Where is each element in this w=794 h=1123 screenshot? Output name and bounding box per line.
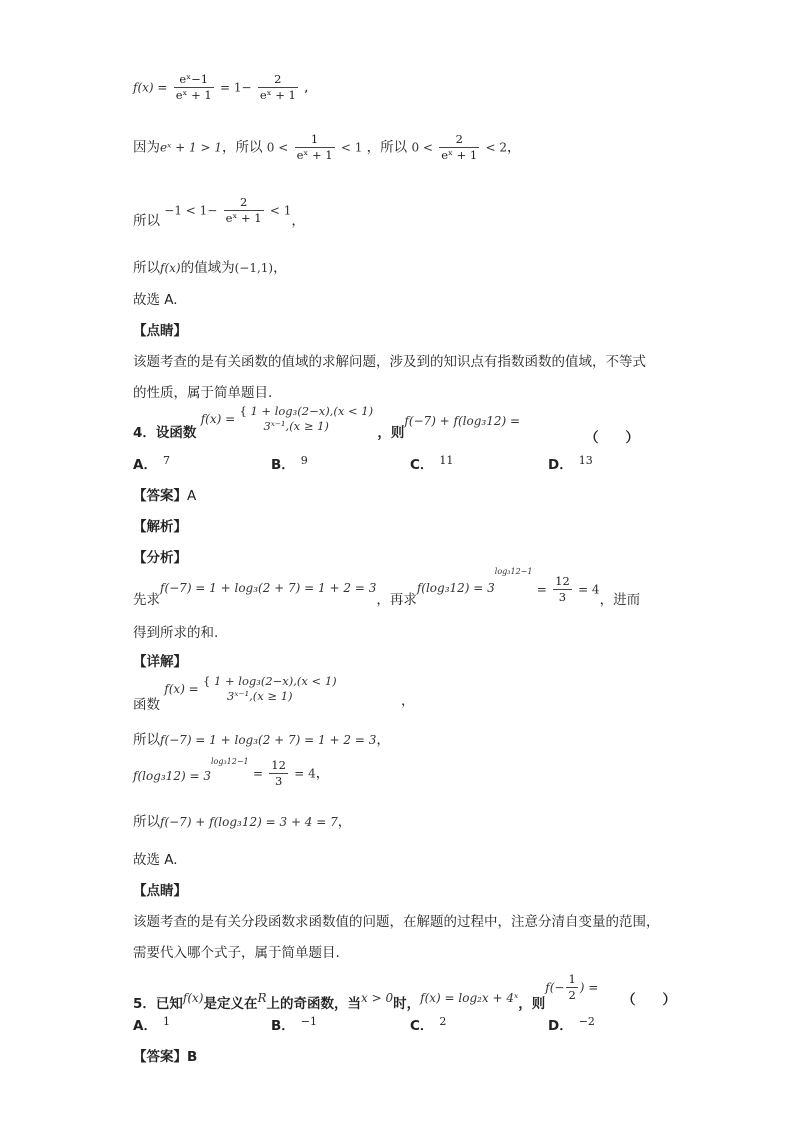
q4-option-d[interactable]: D． $^{13}$ [548, 453, 593, 473]
comment-line-1: 该题考查的是有关函数的值域的求解问题，涉及到的知识点有指数函数的值域，不等式 [133, 354, 646, 370]
text: 所以 [133, 814, 160, 830]
text: 时， [393, 995, 421, 1012]
math: f(x) [160, 261, 181, 275]
fraction: $\frac{2}{\text{eˣ + 1}}$ [225, 195, 262, 225]
analysis-line-2: 得到所求的和. [133, 625, 219, 641]
piecewise: { 1 + log₃(2−x),(x < 1) 3ˣ⁻¹,(x ≥ 1) [239, 404, 374, 433]
punct: ， [291, 212, 305, 229]
q4-option-b[interactable]: B． $^9$ [271, 453, 308, 473]
inequality-line-2 [133, 195, 305, 229]
piecewise: { 1 + log₃(2−x),(x < 1) 3ˣ⁻¹,(x ≥ 1) [203, 674, 337, 703]
comment2-line-1: 该题考查的是有关分段函数求函数值的问题，在解题的过程中，注意分清自变量的范围， [133, 914, 660, 930]
range-line [133, 256, 287, 276]
math: 0 < [411, 140, 433, 155]
fraction: $\frac{2}{\text{eˣ + 1}}$ [441, 132, 478, 162]
math: f(x) [182, 990, 204, 1005]
math: f(x) = [164, 682, 199, 696]
comment-line-2: 的性质，属于简单题目. [133, 385, 273, 401]
math: = 4 [578, 582, 600, 597]
answer-5: 【答案】B [133, 1049, 198, 1065]
math: x > 0 [361, 990, 394, 1005]
math: = [536, 582, 547, 597]
section-dianjing: 【点睛】 [133, 323, 187, 339]
text: 因为 [133, 139, 160, 156]
math: ) = [579, 980, 599, 995]
section-xiangjie: 【详解】 [133, 654, 187, 670]
question-number: 4．设函数 [133, 425, 197, 441]
text: 函数 [133, 697, 160, 713]
math: eˣ + 1 > 1 [160, 140, 222, 155]
math: f(−7) = 1 + log₃(2 + 7) = 1 + 2 = 3 [160, 580, 377, 595]
detail-step-3 [133, 810, 351, 830]
math: < 1 [269, 203, 292, 218]
text: ，再求 [376, 591, 417, 608]
choose-line: 故选 A. [133, 292, 178, 308]
text: 所以 [133, 260, 160, 276]
math: 0 < [266, 140, 289, 155]
text: ，所以 [222, 139, 263, 156]
punct: ， [337, 814, 352, 830]
fraction: $\frac{12}{3}$ [555, 574, 570, 604]
punct: , [304, 79, 309, 96]
math: f(−7) + f(log₃12) = [404, 414, 521, 428]
section-dianjing-2: 【点睛】 [133, 883, 187, 899]
math: f(−7) = 1 + log₃(2 + 7) = 1 + 2 = 3 [160, 733, 377, 747]
q5-option-b[interactable]: B． $^{-1}$ [271, 1014, 318, 1034]
detail-function [133, 674, 415, 713]
math: R [257, 990, 267, 1005]
section-fenxi: 【分析】 [133, 550, 187, 566]
text: ，所以 [366, 139, 408, 156]
fraction: $\frac{\text{eˣ−1}}{\text{eˣ + 1}}$ [175, 72, 212, 102]
text: 所以 [133, 732, 160, 748]
choose-line-2: 故选 A. [133, 852, 178, 868]
q5-paren: （ ） [622, 992, 676, 1008]
math: f(log₃12) = 3 [416, 580, 495, 595]
exponent: log₃12−1 [210, 757, 249, 766]
q5-option-d[interactable]: D． $^{-2}$ [548, 1014, 595, 1034]
math: f(x) = [133, 80, 168, 95]
section-jiexi: 【解析】 [133, 519, 187, 535]
punct: ， [315, 765, 330, 782]
math: < 1 [340, 140, 363, 155]
punct: ， [400, 693, 415, 709]
text: ，则 [377, 425, 405, 441]
math: f(log₃12) = 3 [133, 768, 211, 783]
detail-step-2 [133, 758, 329, 789]
answer-4: 【答案】A [133, 488, 197, 504]
text: 的值域为 [180, 260, 235, 276]
detail-step-1 [133, 728, 390, 748]
math: = 4 [294, 766, 316, 781]
math: < 2 [485, 140, 508, 155]
fraction: $\frac{1}{\text{eˣ + 1}}$ [296, 132, 333, 162]
math: f(x) = log₂x + 4ˣ [420, 990, 519, 1005]
exponent: log₃12−1 [494, 567, 533, 576]
math: −1 < 1− [164, 203, 218, 218]
question-4 [133, 404, 521, 441]
question-5 [133, 972, 599, 1012]
text: ，则 [518, 995, 546, 1012]
math: = 1− [220, 80, 252, 95]
eq-fx-rewrite [133, 72, 308, 103]
text: ，进而 [599, 591, 641, 608]
math: = [252, 766, 263, 781]
punct: ， [376, 732, 390, 748]
text: 上的奇函数，当 [266, 995, 362, 1012]
text: 先求 [133, 591, 160, 608]
text: 所以 [133, 212, 160, 229]
q5-option-c[interactable]: C． $^2$ [410, 1014, 447, 1034]
inequality-line [133, 132, 521, 163]
comment2-line-2: 需要代入哪个式子，属于简单题目. [133, 945, 340, 961]
text: 5．已知 [133, 995, 183, 1012]
math: f(−7) + f(log₃12) = 3 + 4 = 7 [160, 815, 338, 829]
math: f(x) = [200, 412, 236, 426]
q4-paren: （ ） [585, 430, 639, 446]
analysis-line-1 [133, 567, 641, 608]
q5-option-a[interactable]: A． $^1$ [133, 1014, 170, 1034]
fraction: $\frac{12}{3}$ [271, 758, 286, 788]
math: (−1,1) [234, 261, 274, 275]
q4-option-c[interactable]: C． $^{11}$ [410, 453, 454, 473]
fraction: $\frac{2}{\text{eˣ + 1}}$ [259, 72, 296, 102]
punct: ， [507, 139, 521, 156]
text: 是定义在 [203, 995, 258, 1012]
math: f(− [545, 980, 565, 995]
punct: ， [273, 260, 287, 276]
fraction: $\frac{1}{2}$ [568, 972, 576, 1002]
q4-option-a[interactable]: A． $^7$ [133, 453, 170, 473]
